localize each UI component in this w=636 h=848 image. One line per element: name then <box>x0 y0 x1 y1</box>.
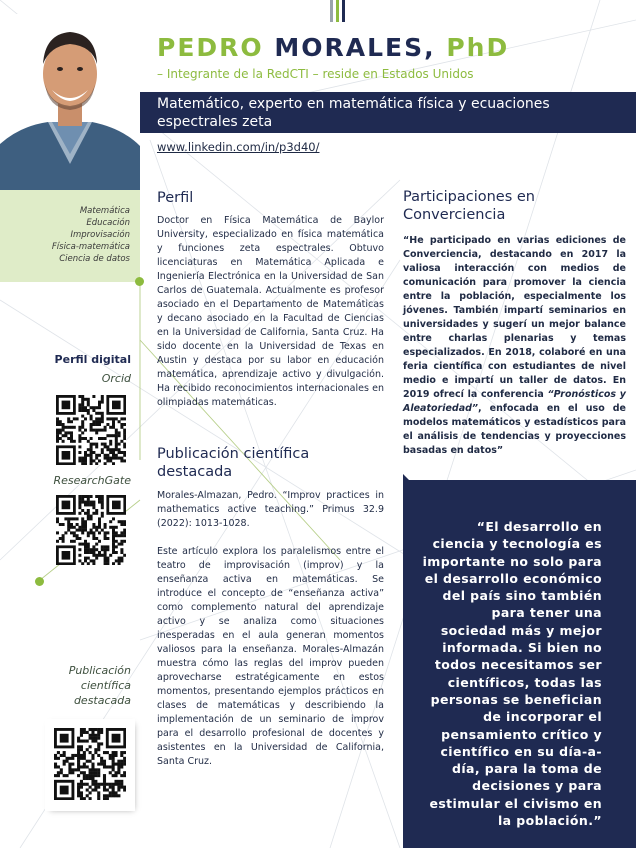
name-last: MORALES, <box>274 33 436 62</box>
tag-item: Matemática <box>79 206 130 216</box>
tag-item: Ciencia de datos <box>59 254 130 264</box>
name-first: PEDRO <box>157 33 264 62</box>
publicacion-qr-code[interactable] <box>54 728 126 800</box>
perfil-heading: Perfil <box>157 190 194 206</box>
perfil-digital-label: Perfil digital <box>54 353 131 366</box>
accent-dot <box>135 277 144 286</box>
top-accent-bars <box>330 0 350 22</box>
accent-dot <box>35 577 44 586</box>
name-degree: PhD <box>446 33 510 62</box>
quote-box <box>403 480 636 848</box>
subtitle: – Integrante de la RedCTI – reside en Estados Unidos <box>157 67 474 81</box>
tag-item: Educación <box>86 218 130 228</box>
publicacion-summary: Este artículo explora los paralelismos entre el teatro de improvisación (improv) y la enseñanza activa en matemáticas. Se introduce el concepto de “enseñanza activa” como complemento natural del aprendizaje activo y se analiza como situaciones inesperadas en el aula generan momentos valiosos para la enseñanza. Morales-Almazán muestra cómo las reglas del improv pueden aprovecharse estratégicamente en estos momentos, presentando ejemplos prácticos en clases de matemáticas y describiendo la implementación de un seminario de improv para el desarrollo profesional de docentes y asistentes en la Universidad de California, Santa Cruz. <box>157 546 384 767</box>
researchgate-qr-code[interactable] <box>56 495 126 565</box>
participaciones-text: “He participado en varias ediciones de Converciencia, destacando en 2017 la valiosa interacción con medios de comunicación para promover la ciencia entre la población, especialmente los jóvenes. También impartí seminarios en universidades y sugerí un mejor balance entre charlas plenarias y temas especializados. En 2018, colaboré en una feria científica con estudiantes de nivel medio e impartí un taller de datos. En 2019 ofrecí la conferencia “Pronósticos y Aleatoriedad”, enfocada en el uso de modelos matemáticos y estadísticos para el análisis de tendencias y proyecciones basadas en datos” <box>403 235 627 456</box>
linkedin-link[interactable]: www.linkedin.com/in/p3d40/ <box>157 140 320 154</box>
publicacion-citation: Morales-Almazan, Pedro. “Improv practices in mathematics active teaching.” Primus 32.9 (2022): 1013-1028. <box>157 490 384 529</box>
publicacion-qr-frame[interactable] <box>48 722 132 808</box>
tag-item: Improvisación <box>70 230 130 240</box>
perfil-text: Doctor en Física Matemática de Baylor University, especializado en física matemática y funciones zeta espectrales. Obtuvo licenciaturas en Matemática Aplicada e Ingeniería Electrónica en la Universidad de San Carlos de Guatemala. Actualmente es profesor asociado en el Departamento de Matemáticas y decano asociado en la Facultad de Ciencias en la Universidad de California, Santa Cruz. Ha sido docente en la Universidad de Texas en Austin y destaca por su labor en educación matemática, aprendizaje activo y divulgación. Ha recibido reconocimientos internacionales en olimpiadas matemáticas. <box>157 215 384 408</box>
professional-title: Matemático, experto en matemática física y ecuaciones espectrales zeta <box>157 96 550 130</box>
person-name <box>157 33 509 62</box>
expertise-tags <box>0 190 140 282</box>
tag-item: Física-matemática <box>51 242 130 252</box>
participaciones-heading: Participaciones en Converciencia <box>403 189 536 223</box>
orcid-label: Orcid <box>101 372 131 385</box>
publicacion-heading: Publicación científica destacada <box>157 446 310 480</box>
portrait-photo <box>0 14 140 190</box>
researchgate-label: ResearchGate <box>53 474 131 487</box>
quote-text: “El desarrollo en ciencia y tecnología es importante no solo para el desarrollo económico del país sino también para tener una sociedad más y mejor informada. Si bien no todos necesitamos ser científicos, todas las personas se benefician de incorporar el pensamiento crítico y científico en su día-a-día, para la toma de decisiones y para estimular el civismo en la población.” <box>422 519 602 829</box>
orcid-qr-code[interactable] <box>56 395 126 465</box>
publicacion-sidebar-label: Publicación científica destacada <box>68 664 131 707</box>
